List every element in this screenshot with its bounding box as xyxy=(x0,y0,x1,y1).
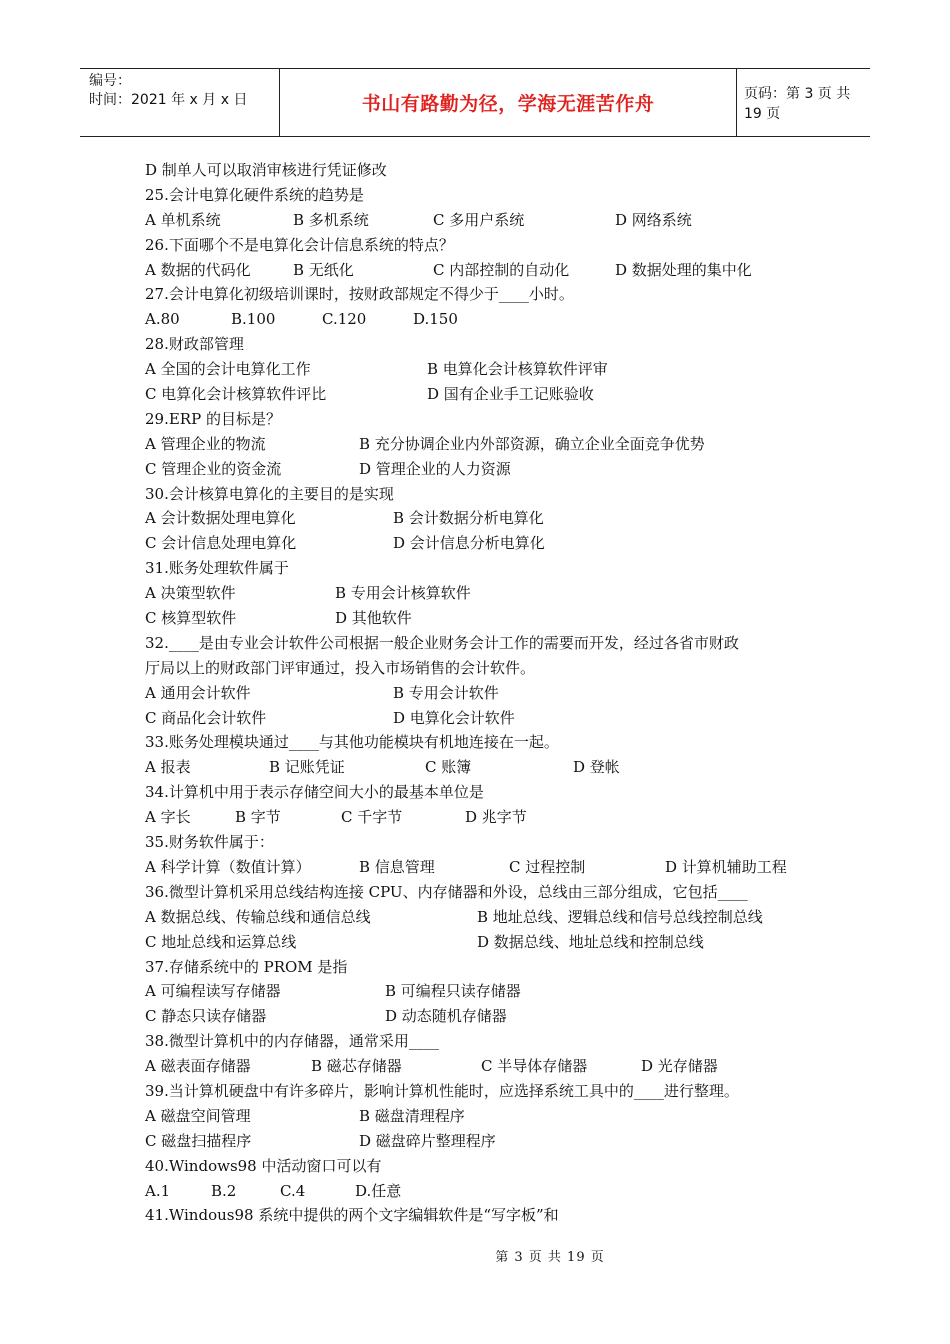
line-segment: 30.会计核算电算化的主要目的是实现 xyxy=(145,484,394,503)
text-line xyxy=(145,457,825,482)
line-segment: 36.微型计算机采用总线结构连接 CPU、内存储器和外设，总线由三部分组成，它包括____ xyxy=(145,882,748,901)
line-segment: A 报表 xyxy=(145,758,191,777)
text-line xyxy=(145,830,825,855)
text-line xyxy=(145,357,825,382)
text-line xyxy=(145,307,825,332)
line-segment: B 磁芯存储器 xyxy=(311,1057,402,1076)
line-segment: C 地址总线和运算总线 xyxy=(145,932,297,951)
text-line xyxy=(145,606,825,631)
line-segment: 40.Windows98 中活动窗口可以有 xyxy=(145,1156,382,1175)
text-line xyxy=(145,706,825,731)
line-segment: B 多机系统 xyxy=(293,210,369,229)
line-segment: B 专用会计核算软件 xyxy=(335,584,471,603)
line-segment: A 单机系统 xyxy=(145,210,221,229)
text-line xyxy=(145,407,825,432)
line-segment: C 磁盘扫描程序 xyxy=(145,1131,252,1150)
text-line xyxy=(145,955,825,980)
line-segment: A.80 xyxy=(145,310,180,329)
line-segment: B 电算化会计核算软件评审 xyxy=(427,360,608,379)
line-segment: 39.当计算机硬盘中有许多碎片，影响计算机性能时，应选择系统工具中的____进行整理。 xyxy=(145,1081,739,1100)
line-segment: D 计算机辅助工程 xyxy=(665,857,787,876)
text-line xyxy=(145,681,825,706)
line-segment: B 信息管理 xyxy=(359,857,435,876)
text-line xyxy=(145,531,825,556)
line-segment: A 磁盘空间管理 xyxy=(145,1106,251,1125)
text-line xyxy=(145,282,825,307)
line-segment: A 决策型软件 xyxy=(145,584,236,603)
line-segment: B 可编程只读存储器 xyxy=(385,982,521,1001)
text-line xyxy=(145,556,825,581)
text-line xyxy=(145,332,825,357)
line-segment: B 无纸化 xyxy=(293,260,354,279)
text-line xyxy=(145,1029,825,1054)
line-segment: 33.账务处理模块通过____与其他功能模块有机地连接在一起。 xyxy=(145,733,559,752)
text-line xyxy=(145,233,825,258)
line-segment: 28.财政部管理 xyxy=(145,335,244,354)
page-footer xyxy=(0,1246,950,1265)
text-line xyxy=(145,1179,825,1204)
line-segment: D 数据处理的集中化 xyxy=(615,260,752,279)
text-line xyxy=(145,631,825,656)
line-segment: D.任意 xyxy=(355,1181,402,1200)
line-segment: 34.计算机中用于表示存储空间大小的最基本单位是 xyxy=(145,783,484,802)
line-segment: A 数据的代码化 xyxy=(145,260,251,279)
text-line xyxy=(145,1054,825,1079)
line-segment: D 管理企业的人力资源 xyxy=(359,459,511,478)
line-segment: 37.存储系统中的 PROM 是指 xyxy=(145,957,348,976)
line-segment: A 可编程读写存储器 xyxy=(145,982,281,1001)
text-line xyxy=(145,1203,825,1228)
header-meta xyxy=(80,69,280,136)
line-segment: 29.ERP 的目标是？ xyxy=(145,409,281,428)
text-line xyxy=(145,183,825,208)
line-segment: 41.Windous98 系统中提供的两个文字编辑软件是“写字板”和 xyxy=(145,1206,559,1225)
line-segment: D 网络系统 xyxy=(615,210,692,229)
line-segment: 25.会计电算化硬件系统的趋势是 xyxy=(145,185,364,204)
line-segment: C 商品化会计软件 xyxy=(145,708,267,727)
text-line xyxy=(145,905,825,930)
text-line xyxy=(145,208,825,233)
date-label: 时间：2021 年 x 月 x 日 xyxy=(89,92,248,108)
line-segment: B 充分协调企业内外部资源，确立企业全面竞争优势 xyxy=(359,434,705,453)
line-segment: C 管理企业的资金流 xyxy=(145,459,282,478)
line-segment: A.1 xyxy=(145,1181,171,1200)
line-segment: A 科学计算（数值计算） xyxy=(145,857,311,876)
line-segment: C 内部控制的自动化 xyxy=(433,260,570,279)
text-line xyxy=(145,930,825,955)
line-segment: D 登帐 xyxy=(573,758,620,777)
line-segment: A 管理企业的物流 xyxy=(145,434,266,453)
line-segment: C 账簿 xyxy=(425,758,472,777)
line-segment: B.2 xyxy=(211,1181,237,1200)
line-segment: A 数据总线、传输总线和通信总线 xyxy=(145,907,371,926)
line-segment: B 专用会计软件 xyxy=(393,683,499,702)
line-segment: A 全国的会计电算化工作 xyxy=(145,360,311,379)
line-segment: A 会计数据处理电算化 xyxy=(145,509,296,528)
line-segment: C.4 xyxy=(280,1181,306,1200)
line-segment: D 兆字节 xyxy=(465,808,527,827)
line-segment: B 磁盘清理程序 xyxy=(359,1106,465,1125)
line-segment: D 电算化会计软件 xyxy=(393,708,515,727)
line-segment: C 半导体存储器 xyxy=(481,1057,588,1076)
line-segment: A 字长 xyxy=(145,808,191,827)
line-segment: C 多用户系统 xyxy=(433,210,525,229)
line-segment: D 光存储器 xyxy=(641,1057,718,1076)
text-line xyxy=(145,979,825,1004)
header-motto-cell xyxy=(280,69,737,136)
text-line xyxy=(145,780,825,805)
text-line xyxy=(145,805,825,830)
line-segment: 27.会计电算化初级培训课时，按财政部规定不得少于____小时。 xyxy=(145,285,574,304)
line-segment: B 记账凭证 xyxy=(269,758,345,777)
line-segment: 38.微型计算机中的内存储器，通常采用____ xyxy=(145,1032,439,1051)
line-segment: D 数据总线、地址总线和控制总线 xyxy=(477,932,704,951)
line-segment: C 过程控制 xyxy=(509,857,586,876)
page-header xyxy=(80,68,870,137)
line-segment: D 其他软件 xyxy=(335,609,412,628)
text-line xyxy=(145,1154,825,1179)
line-segment: B 会计数据分析电算化 xyxy=(393,509,544,528)
line-segment: 35.财务软件属于： xyxy=(145,833,274,852)
line-segment: 31.账务处理软件属于 xyxy=(145,559,289,578)
line-segment: D 磁盘碎片整理程序 xyxy=(359,1131,496,1150)
text-line xyxy=(145,1004,825,1029)
line-segment: B 地址总线、逻辑总线和信号总线控制总线 xyxy=(477,907,763,926)
line-segment: 32.____是由专业会计软件公司根据一般企业财务会计工作的需要而开发，经过各省市财政 xyxy=(145,633,739,652)
line-segment: 26.下面哪个不是电算化会计信息系统的特点？ xyxy=(145,235,454,254)
line-segment: D 制单人可以取消审核进行凭证修改 xyxy=(145,161,387,179)
text-line xyxy=(145,482,825,507)
text-line xyxy=(145,382,825,407)
number-label: 编号： xyxy=(89,73,131,89)
line-segment: A 磁表面存储器 xyxy=(145,1057,251,1076)
text-line xyxy=(145,730,825,755)
line-segment: D 会计信息分析电算化 xyxy=(393,534,545,553)
line-segment: C 会计信息处理电算化 xyxy=(145,534,297,553)
motto: 书山有路勤为径，学海无涯苦作舟 xyxy=(361,93,655,115)
line-segment: B.100 xyxy=(231,310,276,329)
text-line xyxy=(145,755,825,780)
text-line xyxy=(145,1104,825,1129)
line-segment: C 静态只读存储器 xyxy=(145,1007,267,1026)
line-segment: D 动态随机存储器 xyxy=(385,1007,507,1026)
text-line xyxy=(145,158,825,183)
text-line xyxy=(145,880,825,905)
text-line xyxy=(145,581,825,606)
line-segment: D.150 xyxy=(413,310,458,329)
line-segment: A 通用会计软件 xyxy=(145,683,251,702)
text-line xyxy=(145,1079,825,1104)
line-segment: C.120 xyxy=(322,310,367,329)
line-segment: 厅局以上的财政部门评审通过，投入市场销售的会计软件。 xyxy=(145,658,536,677)
line-segment: C 核算型软件 xyxy=(145,609,237,628)
text-line xyxy=(145,506,825,531)
text-line xyxy=(145,1129,825,1154)
line-segment: D 国有企业手工记账验收 xyxy=(427,385,594,404)
page-info: 页码：第 3 页 共 19 页 xyxy=(744,85,851,122)
text-line xyxy=(145,656,825,681)
header-page-cell xyxy=(736,69,870,136)
text-line xyxy=(145,855,825,880)
footer-page-number: 第 3 页 共 19 页 xyxy=(495,1250,605,1265)
line-segment: B 字节 xyxy=(235,808,281,827)
text-line xyxy=(145,258,825,283)
text-line xyxy=(145,432,825,457)
line-segment: C 电算化会计核算软件评比 xyxy=(145,385,327,404)
line-segment: C 千字节 xyxy=(341,808,403,827)
document-body xyxy=(145,158,825,1228)
